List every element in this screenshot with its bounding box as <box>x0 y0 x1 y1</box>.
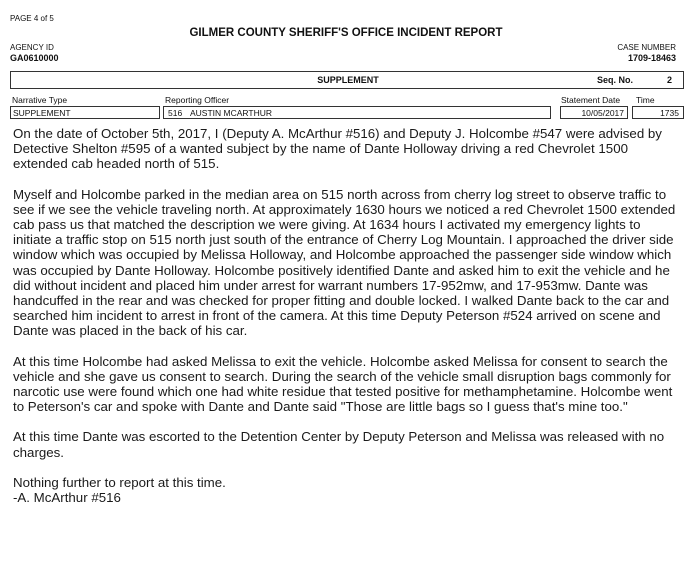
statement-date-label: Statement Date <box>561 95 621 105</box>
narrative-signature: -A. McArthur #516 <box>13 490 121 506</box>
agency-id-value: GA0610000 <box>10 53 59 63</box>
statement-date-field <box>560 106 628 119</box>
narrative-paragraph-4: At this time Dante was escorted to the Detention Center by Deputy Peterson and Melissa was released with no charges. <box>13 429 665 460</box>
agency-id-label: AGENCY ID <box>10 43 54 52</box>
case-number-label: CASE NUMBER <box>617 43 676 52</box>
reporting-officer-label: Reporting Officer <box>165 95 230 105</box>
officer-name: AUSTIN MCARTHUR <box>190 108 273 118</box>
narrative-paragraph-3: At this time Holcombe had asked Melissa to exit the vehicle. Holcombe asked Melissa for consent to search the vehicle and she gave us consent to search. During the search of the vehicle small disruption bags commonly for narcotic use were found which one had white residue that tested positive for methamphetamine. Holcombe went to Peterson's car and spoke with Dante and Dante said "Those are little bags so I guess that's mine too." <box>13 353 673 415</box>
narrative-paragraph-1: On the date of October 5th, 2017, I (Deputy A. McArthur #516) and Deputy J. Holcombe #547 were advised by Detective Shelton #595 of a wanted subject by the name of Dante Holloway driving a red Chevrolet 1500 extended cab headed north of 515. <box>13 126 662 172</box>
time-field <box>632 106 684 119</box>
narrative-type-label: Narrative Type <box>12 95 68 105</box>
time-label: Time <box>636 95 655 105</box>
reporting-officer-field <box>163 106 551 119</box>
seq-value: 2 <box>667 75 673 85</box>
officer-id: 516 <box>168 108 183 118</box>
narrative-body <box>13 126 677 505</box>
time-value: 1735 <box>660 108 679 118</box>
case-number-value: 1709-18463 <box>627 53 676 63</box>
section-title: SUPPLEMENT <box>317 75 379 85</box>
seq-label: Seq. No. <box>597 75 634 85</box>
report-title: GILMER COUNTY SHERIFF'S OFFICE INCIDENT REPORT <box>189 27 503 39</box>
narrative-type-value: SUPPLEMENT <box>13 108 71 118</box>
narrative-paragraph-2: Myself and Holcombe parked in the median area on 515 north across from cherry log street to observe traffic to see if we see the vehicle traveling north. At approximately 1630 hours we noticed a red Chevrolet 1500 extended cab pass us that matched the description we were giving. At 1634 hours I activated my emergency lights to initiate a traffic stop on 515 north just south of the entrance of Cherry Log Mountain. I approached the driver side window which was occupied by Melissa Holloway, and Holcombe approached the passenger side window which was occupied by Dante Holloway. Holcombe positively identified Dante and asked him to exit the vehicle and he did without incident and placed him under arrest for warrant numbers 17-952mw, and 17-953mw. Dante was handcuffed in the rear and was checked for proper fitting and double locked. I walked Dante back to the car and searched him incident to arrest in front of the camera. At this time Deputy Peterson #524 arrived on scene and Dante was placed in the back of his car. <box>13 186 676 339</box>
narrative-type-field <box>10 106 160 119</box>
page-number: PAGE 4 of 5 <box>10 14 54 23</box>
narrative-paragraph-5: Nothing further to report at this time. <box>13 474 226 490</box>
supplement-bar <box>10 71 684 89</box>
statement-date-value: 10/05/2017 <box>581 108 624 118</box>
